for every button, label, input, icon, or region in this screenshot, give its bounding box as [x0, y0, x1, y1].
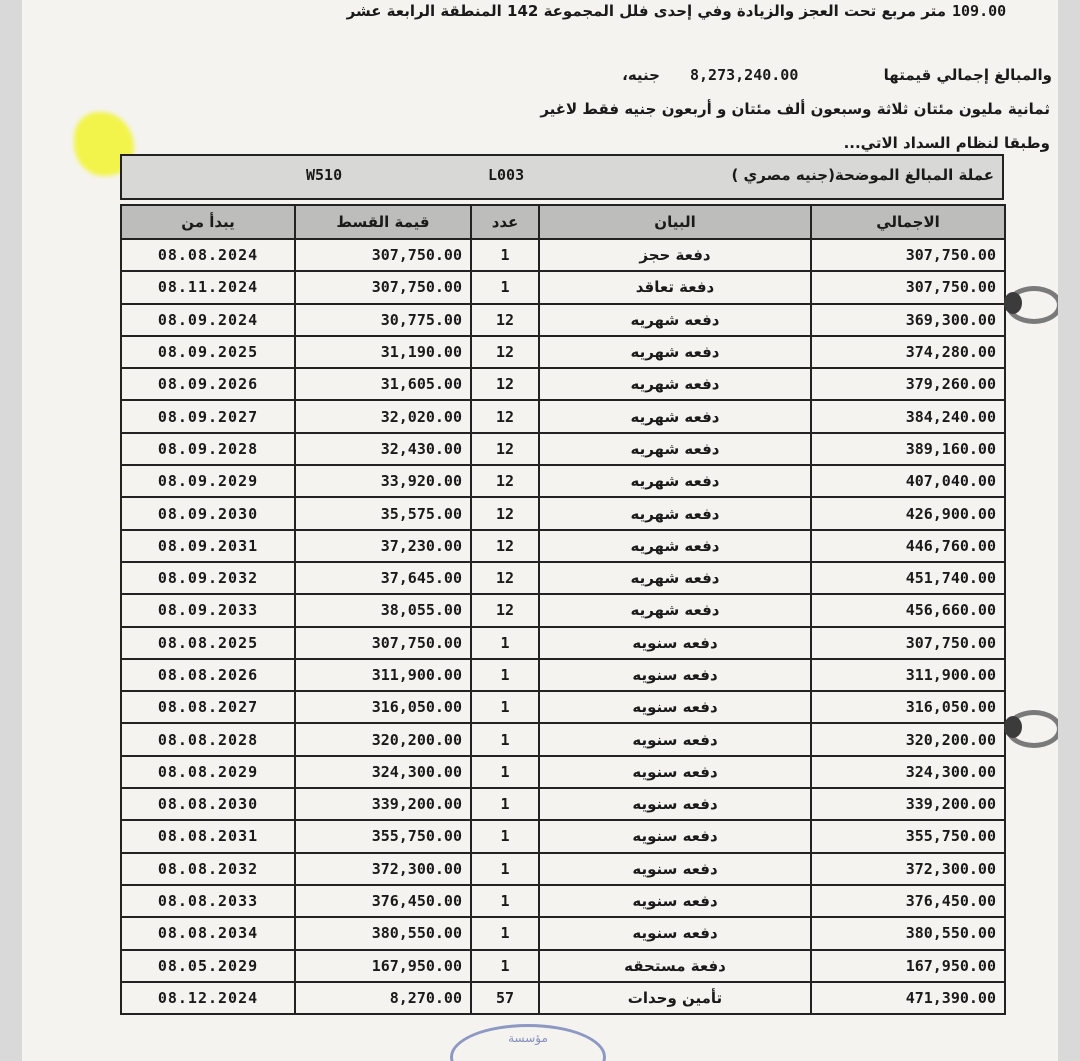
cell-count: 12	[471, 497, 539, 529]
cell-installment-value: 31,190.00	[295, 336, 471, 368]
document-page	[22, 0, 1058, 1061]
cell-start-date: 08.09.2024	[121, 304, 295, 336]
cell-description: دفعه شهريه	[539, 562, 811, 594]
cell-description: دفعه شهريه	[539, 497, 811, 529]
cell-total: 376,450.00	[811, 885, 1005, 917]
table-row	[121, 885, 1005, 917]
table-row	[121, 982, 1005, 1014]
cell-start-date: 08.08.2027	[121, 691, 295, 723]
cell-description: دفعه سنويه	[539, 820, 811, 852]
cell-count: 1	[471, 691, 539, 723]
cell-total: 339,200.00	[811, 788, 1005, 820]
cell-total: 369,300.00	[811, 304, 1005, 336]
cell-total: 316,050.00	[811, 691, 1005, 723]
table-row	[121, 400, 1005, 432]
total-amount-label: والمبالغ إجمالي قيمتها	[883, 66, 1052, 84]
cell-start-date: 08.09.2025	[121, 336, 295, 368]
cell-start-date: 08.09.2026	[121, 368, 295, 400]
cell-total: 372,300.00	[811, 853, 1005, 885]
cell-count: 12	[471, 465, 539, 497]
cell-installment-value: 35,575.00	[295, 497, 471, 529]
cell-description: دفعه شهريه	[539, 530, 811, 562]
cell-installment-value: 32,020.00	[295, 400, 471, 432]
cell-total: 311,900.00	[811, 659, 1005, 691]
cell-start-date: 08.12.2024	[121, 982, 295, 1014]
cell-count: 12	[471, 368, 539, 400]
cell-start-date: 08.09.2031	[121, 530, 295, 562]
cell-installment-value: 37,645.00	[295, 562, 471, 594]
col-installment-value: قيمة القسط	[295, 205, 471, 239]
cell-installment-value: 380,550.00	[295, 917, 471, 949]
cell-count: 57	[471, 982, 539, 1014]
cell-start-date: 08.11.2024	[121, 271, 295, 303]
code-l003: L003	[488, 166, 525, 184]
cell-installment-value: 339,200.00	[295, 788, 471, 820]
cell-total: 456,660.00	[811, 594, 1005, 626]
cell-count: 1	[471, 271, 539, 303]
cell-total: 307,750.00	[811, 271, 1005, 303]
currency-label: عملة المبالغ الموضحة(جنيه مصري )	[731, 166, 994, 184]
cell-description: دفعه سنويه	[539, 659, 811, 691]
table-row	[121, 853, 1005, 885]
cell-total: 389,160.00	[811, 433, 1005, 465]
cell-count: 1	[471, 820, 539, 852]
cell-start-date: 08.09.2030	[121, 497, 295, 529]
total-amount-unit: جنيه،	[622, 66, 660, 84]
cell-total: 380,550.00	[811, 917, 1005, 949]
cell-description: دفعة مستحقه	[539, 950, 811, 982]
cell-start-date: 08.08.2032	[121, 853, 295, 885]
cell-installment-value: 33,920.00	[295, 465, 471, 497]
currency-box	[120, 154, 1004, 200]
table-row	[121, 239, 1005, 271]
cell-description: دفعه سنويه	[539, 723, 811, 755]
cell-count: 1	[471, 239, 539, 271]
table-row	[121, 594, 1005, 626]
cell-start-date: 08.05.2029	[121, 950, 295, 982]
cell-installment-value: 8,270.00	[295, 982, 471, 1014]
cell-total: 426,900.00	[811, 497, 1005, 529]
cell-start-date: 08.09.2032	[121, 562, 295, 594]
cell-count: 12	[471, 562, 539, 594]
cell-count: 1	[471, 723, 539, 755]
binder-hole-bottom	[1004, 716, 1022, 738]
cell-count: 1	[471, 950, 539, 982]
cell-start-date: 08.08.2033	[121, 885, 295, 917]
cell-description: دفعه شهريه	[539, 400, 811, 432]
cell-description: دفعه شهريه	[539, 594, 811, 626]
binder-hole-top	[1004, 292, 1022, 314]
cell-count: 1	[471, 788, 539, 820]
cell-installment-value: 30,775.00	[295, 304, 471, 336]
cell-total: 384,240.00	[811, 400, 1005, 432]
cell-count: 12	[471, 433, 539, 465]
table-row	[121, 304, 1005, 336]
cell-description: دفعه شهريه	[539, 433, 811, 465]
cell-count: 12	[471, 336, 539, 368]
table-row	[121, 627, 1005, 659]
table-row	[121, 756, 1005, 788]
cell-description: دفعه سنويه	[539, 853, 811, 885]
cell-description: دفعة تعاقد	[539, 271, 811, 303]
cell-installment-value: 307,750.00	[295, 627, 471, 659]
cell-description: دفعه سنويه	[539, 756, 811, 788]
total-amount-value: 8,273,240.00	[690, 66, 799, 84]
cell-installment-value: 320,200.00	[295, 723, 471, 755]
cell-total: 355,750.00	[811, 820, 1005, 852]
cell-installment-value: 167,950.00	[295, 950, 471, 982]
cell-installment-value: 38,055.00	[295, 594, 471, 626]
table-row	[121, 497, 1005, 529]
cell-count: 1	[471, 853, 539, 885]
cell-description: دفعه شهريه	[539, 465, 811, 497]
cell-count: 1	[471, 917, 539, 949]
cell-start-date: 08.08.2031	[121, 820, 295, 852]
cell-start-date: 08.08.2026	[121, 659, 295, 691]
cell-start-date: 08.08.2034	[121, 917, 295, 949]
cell-count: 12	[471, 530, 539, 562]
unit-description-line: متر مربع تحت العجز والزيادة وفي إحدى فلل المجموعة 142 المنطقة الرابعة عشر	[346, 2, 946, 20]
cell-installment-value: 376,450.00	[295, 885, 471, 917]
cell-total: 379,260.00	[811, 368, 1005, 400]
cell-start-date: 08.08.2030	[121, 788, 295, 820]
payment-schedule-table	[120, 204, 1006, 1015]
cell-start-date: 08.08.2024	[121, 239, 295, 271]
cell-total: 320,200.00	[811, 723, 1005, 755]
cell-installment-value: 31,605.00	[295, 368, 471, 400]
unit-area-value: 109.00	[952, 2, 1007, 20]
cell-description: دفعه سنويه	[539, 627, 811, 659]
cell-installment-value: 32,430.00	[295, 433, 471, 465]
cell-total: 324,300.00	[811, 756, 1005, 788]
cell-description: دفعه سنويه	[539, 788, 811, 820]
cell-start-date: 08.09.2033	[121, 594, 295, 626]
cell-count: 1	[471, 885, 539, 917]
cell-description: دفعه شهريه	[539, 336, 811, 368]
cell-total: 307,750.00	[811, 239, 1005, 271]
table-row	[121, 530, 1005, 562]
stamp-text: مؤسسة	[508, 1031, 548, 1045]
official-stamp	[450, 1024, 606, 1061]
table-row	[121, 788, 1005, 820]
cell-count: 1	[471, 659, 539, 691]
cell-installment-value: 37,230.00	[295, 530, 471, 562]
cell-count: 12	[471, 304, 539, 336]
table-row	[121, 465, 1005, 497]
cell-installment-value: 307,750.00	[295, 271, 471, 303]
code-w510: W510	[306, 166, 343, 184]
cell-installment-value: 324,300.00	[295, 756, 471, 788]
cell-start-date: 08.09.2029	[121, 465, 295, 497]
cell-start-date: 08.08.2028	[121, 723, 295, 755]
cell-description: دفعة حجز	[539, 239, 811, 271]
cell-total: 167,950.00	[811, 950, 1005, 982]
cell-installment-value: 372,300.00	[295, 853, 471, 885]
table-row	[121, 917, 1005, 949]
table-row	[121, 562, 1005, 594]
cell-installment-value: 307,750.00	[295, 239, 471, 271]
amount-in-words: ثمانية مليون مئتان ثلاثة وسبعون ألف مئتان و أربعون جنيه فقط لاغير	[540, 100, 1050, 118]
cell-start-date: 08.09.2027	[121, 400, 295, 432]
col-total: الاجمالي	[811, 205, 1005, 239]
cell-description: دفعه سنويه	[539, 885, 811, 917]
cell-description: دفعه شهريه	[539, 304, 811, 336]
table-row	[121, 691, 1005, 723]
cell-count: 12	[471, 400, 539, 432]
table-row	[121, 723, 1005, 755]
cell-description: دفعه سنويه	[539, 691, 811, 723]
cell-count: 1	[471, 627, 539, 659]
table-row	[121, 433, 1005, 465]
cell-total: 307,750.00	[811, 627, 1005, 659]
cell-total: 407,040.00	[811, 465, 1005, 497]
cell-description: تأمين وحدات	[539, 982, 811, 1014]
table-row	[121, 820, 1005, 852]
cell-total: 446,760.00	[811, 530, 1005, 562]
table-row	[121, 336, 1005, 368]
table-header-row	[121, 205, 1005, 239]
table-body	[121, 239, 1005, 1014]
payment-system-intro: وطبقا لنظام السداد الاتي...	[843, 134, 1050, 152]
table-row	[121, 368, 1005, 400]
cell-start-date: 08.08.2029	[121, 756, 295, 788]
cell-description: دفعه شهريه	[539, 368, 811, 400]
table-row	[121, 271, 1005, 303]
cell-description: دفعه سنويه	[539, 917, 811, 949]
col-start-date: يبدأ من	[121, 205, 295, 239]
table-row	[121, 950, 1005, 982]
cell-count: 12	[471, 594, 539, 626]
col-count: عدد	[471, 205, 539, 239]
cell-total: 451,740.00	[811, 562, 1005, 594]
cell-installment-value: 316,050.00	[295, 691, 471, 723]
cell-start-date: 08.09.2028	[121, 433, 295, 465]
cell-total: 471,390.00	[811, 982, 1005, 1014]
cell-installment-value: 355,750.00	[295, 820, 471, 852]
cell-start-date: 08.08.2025	[121, 627, 295, 659]
table-row	[121, 659, 1005, 691]
cell-installment-value: 311,900.00	[295, 659, 471, 691]
col-description: البيان	[539, 205, 811, 239]
cell-total: 374,280.00	[811, 336, 1005, 368]
cell-count: 1	[471, 756, 539, 788]
